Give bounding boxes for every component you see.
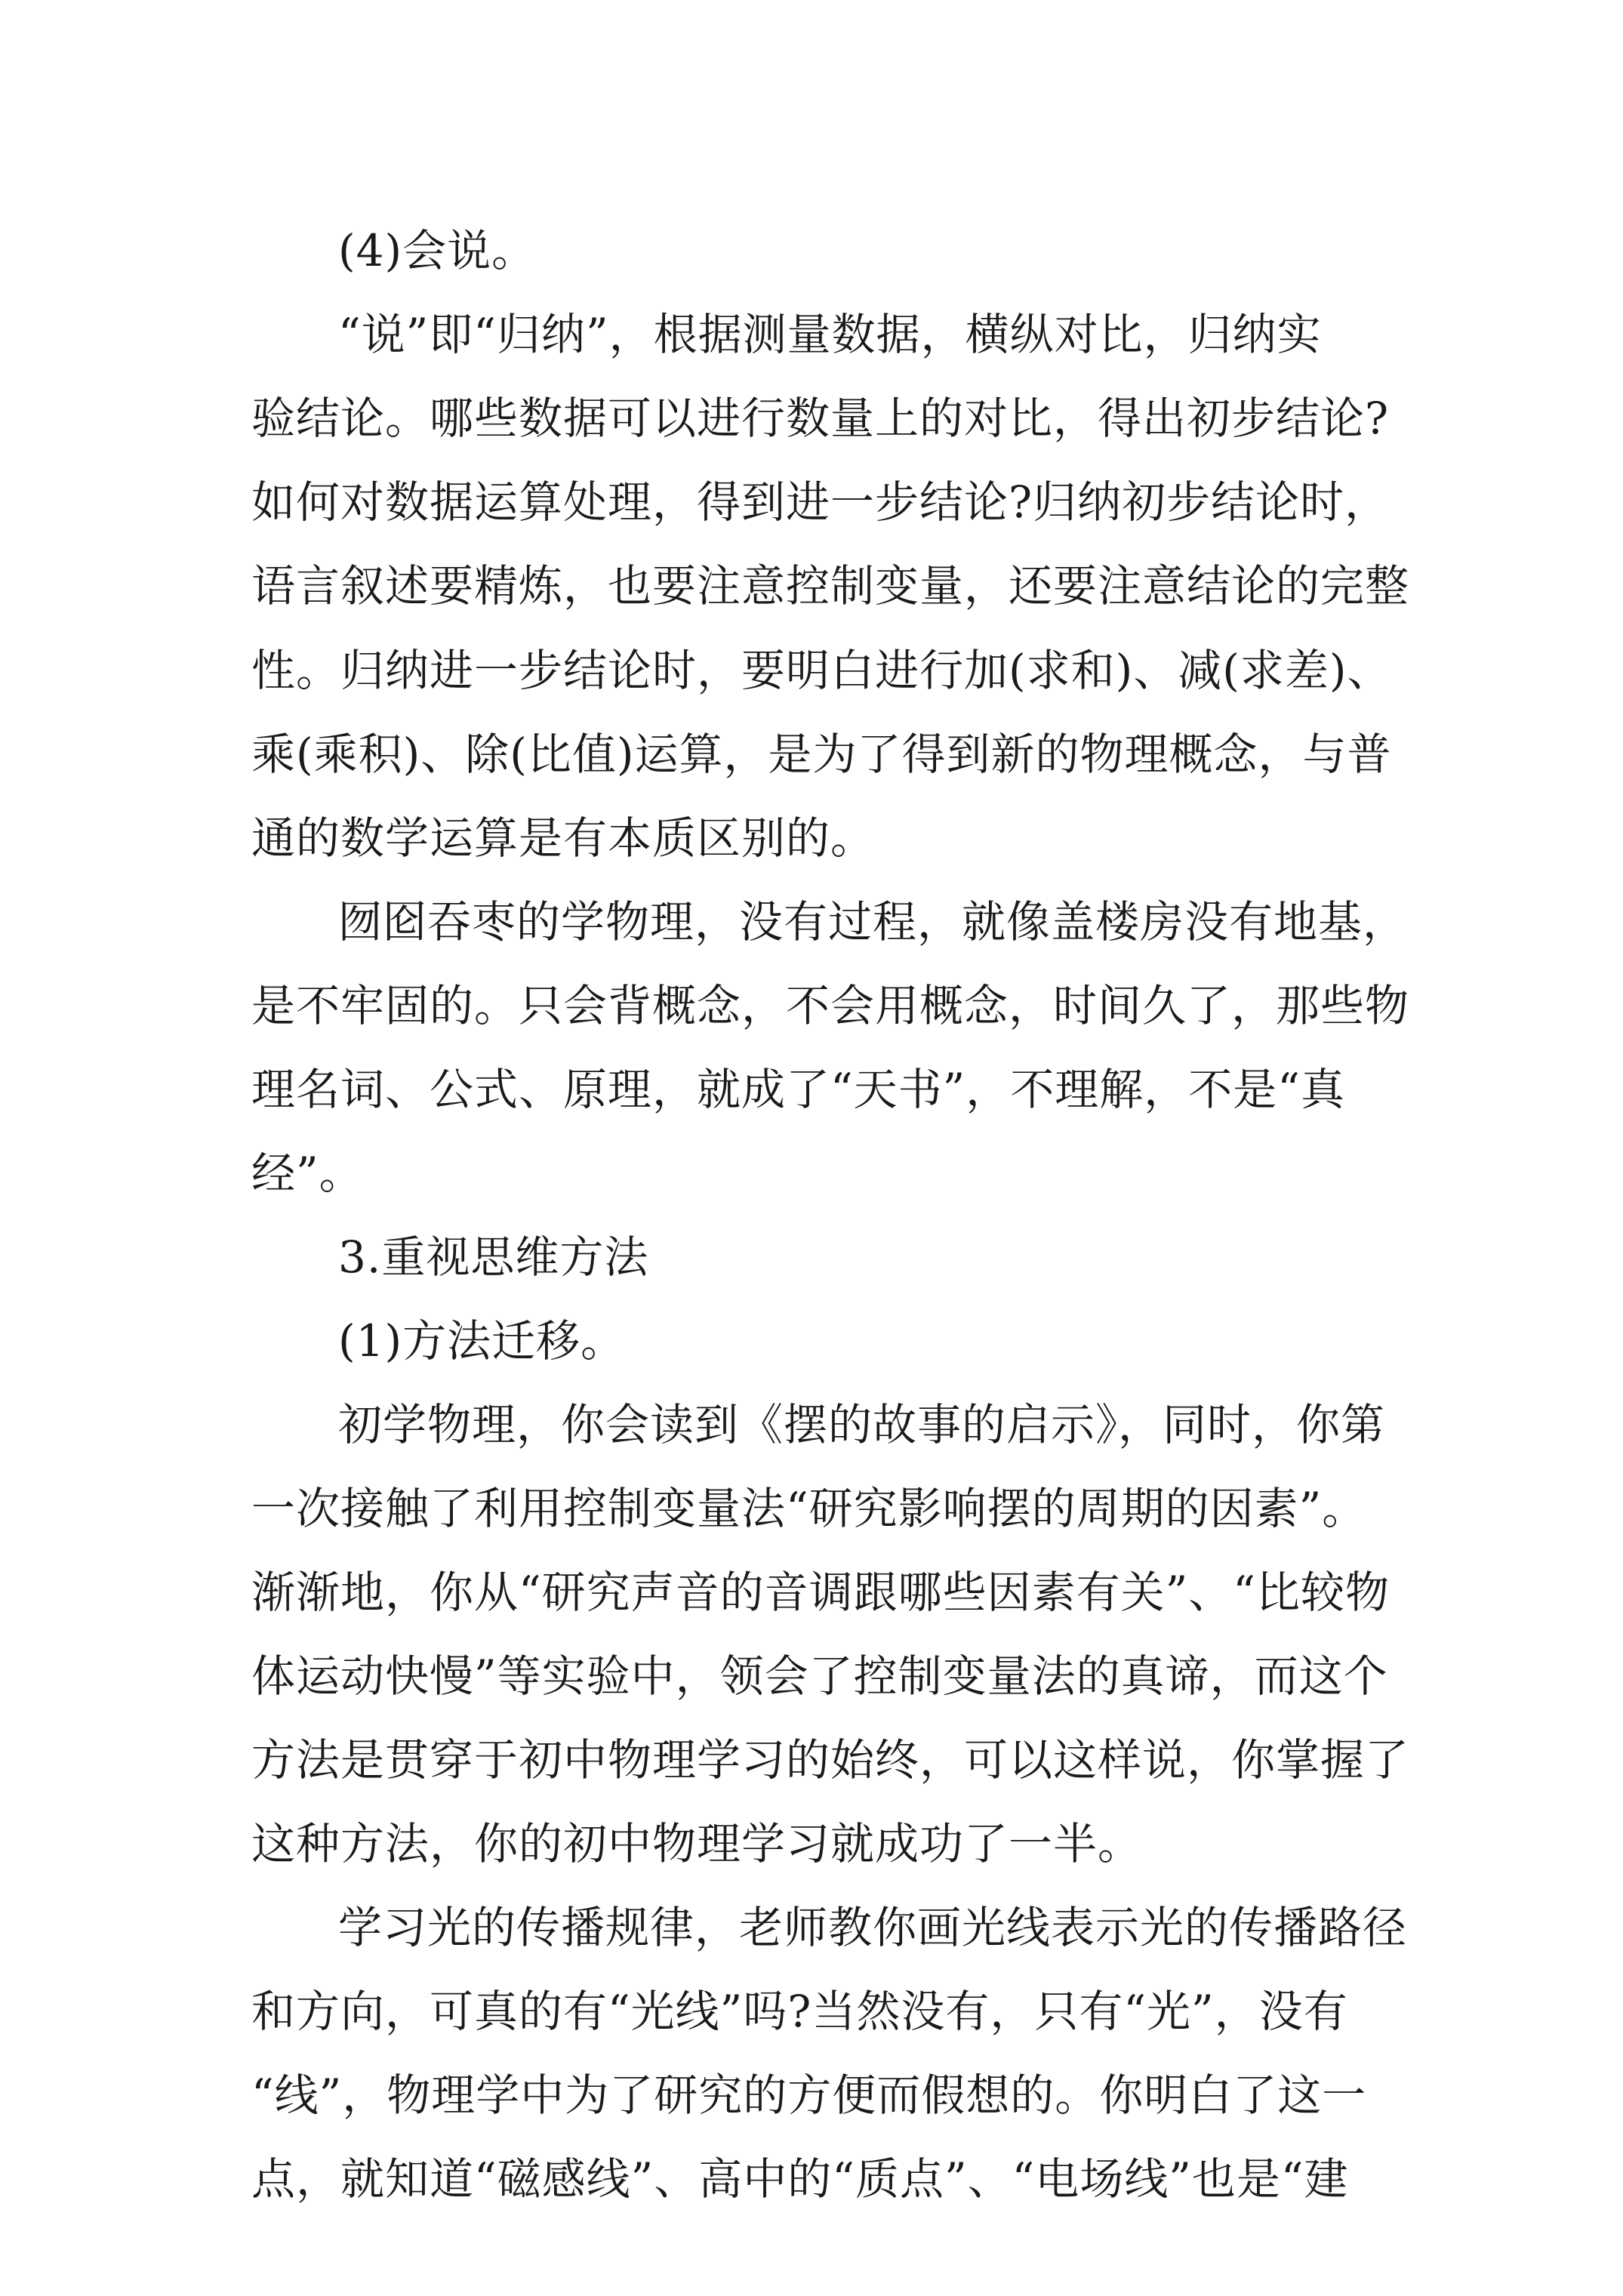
paragraph-line: 乘(乘积)、除(比值)运算，是为了得到新的物理概念，与普 [251, 729, 1392, 780]
paragraph-line: 语言叙述要精炼，也要注意控制变量，还要注意结论的完整 [251, 560, 1410, 612]
paragraph-line: 验结论。哪些数据可以进行数量上的对比，得出初步结论? [251, 393, 1390, 444]
paragraph-line: 渐渐地，你从“研究声音的音调跟哪些因素有关”、“比较物 [251, 1567, 1390, 1618]
paragraph-line: 体运动快慢”等实验中，领会了控制变量法的真谛，而这个 [251, 1650, 1388, 1702]
paragraph-line: “说”即“归纳”，根据测量数据，横纵对比，归纳实 [338, 309, 1322, 360]
heading-4-hui-shuo: (4)会说。 [338, 225, 537, 276]
paragraph-line: 经”。 [251, 1148, 364, 1199]
paragraph-line: 囫囵吞枣的学物理，没有过程，就像盖楼房没有地基， [338, 896, 1408, 948]
paragraph-line: 是不牢固的。只会背概念，不会用概念，时间久了，那些物 [251, 980, 1410, 1031]
paragraph-line: 方法是贯穿于初中物理学习的始终，可以这样说，你掌握了 [251, 1734, 1410, 1786]
paragraph-line: 初学物理，你会读到《摆的故事的启示》，同时，你第 [338, 1399, 1386, 1450]
paragraph-line: 和方向，可真的有“光线”吗?当然没有，只有“光”，没有 [251, 1986, 1348, 2037]
paragraph-line: 点，就知道“磁感线”、高中的“质点”、“电场线”也是“建 [251, 2153, 1349, 2205]
paragraph-line: “线”，物理学中为了研究的方便而假想的。你明白了这一 [251, 2069, 1367, 2121]
paragraph-line: 一次接触了利用控制变量法“研究影响摆的周期的因素”。 [251, 1483, 1367, 1534]
paragraph-line: 理名词、公式、原理，就成了“天书”，不理解，不是“真 [251, 1064, 1345, 1115]
paragraph-line: 学习光的传播规律，老师教你画光线表示光的传播路径 [338, 1902, 1408, 1953]
paragraph-line: 通的数学运算是有本质区别的。 [251, 812, 876, 864]
paragraph-line: 如何对数据运算处理，得到进一步结论?归纳初步结论时， [251, 476, 1390, 528]
section-heading-3: 3.重视思维方法 [338, 1231, 649, 1283]
paragraph-line: 这种方法，你的初中物理学习就成功了一半。 [251, 1818, 1143, 1869]
paragraph-line: 性。归纳进一步结论时，要明白进行加(求和)、减(求差)、 [251, 645, 1392, 696]
subheading-1-method-transfer: (1)方法迁移。 [338, 1315, 626, 1367]
